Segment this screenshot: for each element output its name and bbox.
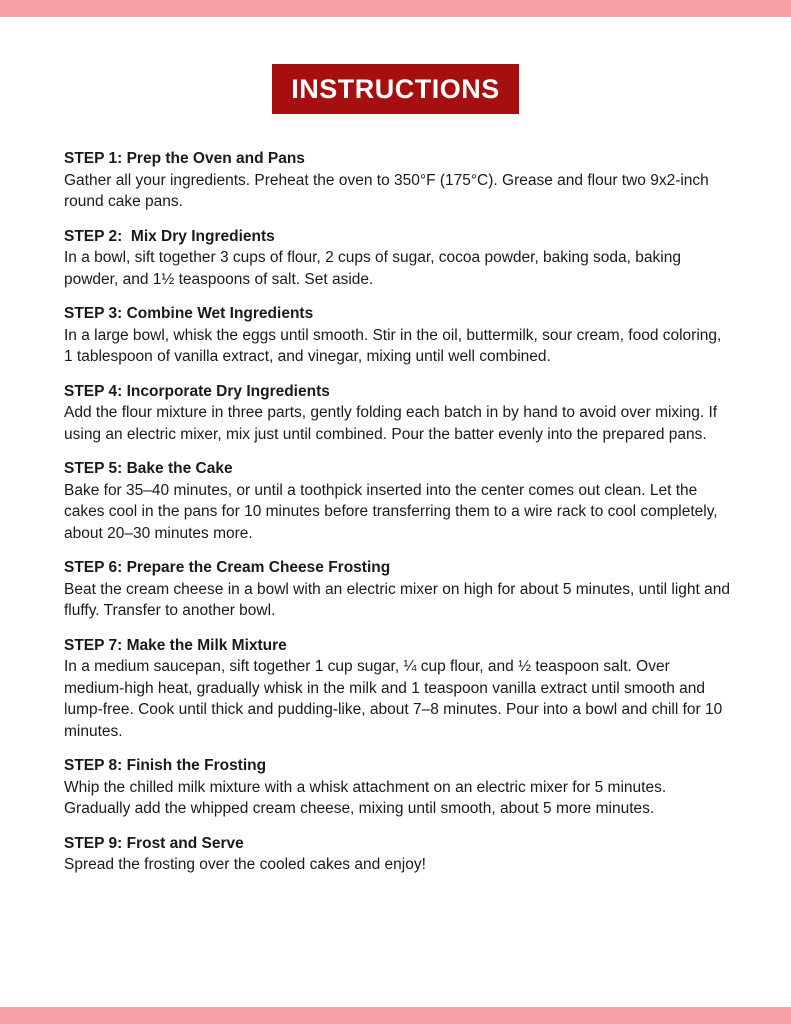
- step-text: Gather all your ingredients. Preheat the oven to 350°F (175°C). Grease and flour two 9x2-inch round cake pans.: [64, 171, 709, 210]
- step-4: [64, 381, 732, 446]
- step-2: [64, 226, 732, 291]
- step-text: Spread the frosting over the cooled cakes and enjoy!: [64, 856, 426, 873]
- step-text: Bake for 35–40 minutes, or until a toothpick inserted into the center comes out clean. Let the cakes cool in the pans for 10 minutes before transferring them to a wire rack to cool completely, about 20–30 minutes more.: [64, 481, 718, 542]
- step-heading: STEP 2: Mix Dry Ingredients: [64, 227, 275, 245]
- step-text: Whip the chilled milk mixture with a whisk attachment on an electric mixer for 5 minutes. Gradually add the whipped cream cheese, mixing until smooth, about 5 more minutes.: [64, 778, 667, 817]
- bottom-accent-bar: [0, 1007, 791, 1024]
- step-text: In a medium saucepan, sift together 1 cup sugar, ¼ cup flour, and ½ teaspoon salt. Over medium-high heat, gradually whisk in the milk and 1 teaspoon vanilla extract until smooth and lump-free. Cook until thick and pudding-like, about 7–8 minutes. Pour into a bowl and chill for 10 minutes.: [64, 658, 723, 740]
- step-5: [64, 458, 732, 544]
- page-title: INSTRUCTIONS: [272, 64, 519, 114]
- step-heading: STEP 6: Prepare the Cream Cheese Frosting: [64, 559, 391, 576]
- step-9: [64, 833, 732, 876]
- step-3: [64, 303, 732, 368]
- step-text: Add the flour mixture in three parts, gently folding each batch in by hand to avoid over mixing. If using an electric mixer, mix just until combined. Pour the batter evenly into the prepared pans.: [64, 404, 718, 443]
- step-heading: STEP 4: Incorporate Dry Ingredients: [64, 382, 330, 400]
- step-7: [64, 635, 732, 743]
- step-heading: STEP 7: Make the Milk Mixture: [64, 636, 287, 654]
- step-1: [64, 148, 732, 213]
- step-heading: STEP 9: Frost and Serve: [64, 834, 244, 852]
- step-heading: STEP 8: Finish the Frosting: [64, 757, 267, 774]
- step-text: Beat the cream cheese in a bowl with an electric mixer on high for about 5 minutes, until light and fluffy. Transfer to another bowl.: [64, 580, 731, 619]
- step-text: In a large bowl, whisk the eggs until smooth. Stir in the oil, buttermilk, sour cream, food coloring, 1 tablespoon of vanilla extract, and vinegar, mixing until well combined.: [64, 326, 722, 365]
- instructions-list: [64, 148, 732, 889]
- top-accent-bar: [0, 0, 791, 17]
- step-6: [64, 557, 732, 622]
- step-heading: STEP 3: Combine Wet Ingredients: [64, 305, 314, 322]
- step-heading: STEP 5: Bake the Cake: [64, 460, 233, 477]
- step-8: [64, 755, 732, 820]
- step-heading: STEP 1: Prep the Oven and Pans: [64, 150, 305, 167]
- step-text: In a bowl, sift together 3 cups of flour, 2 cups of sugar, cocoa powder, baking soda, baking powder, and 1½ teaspoons of salt. Set aside.: [64, 249, 681, 288]
